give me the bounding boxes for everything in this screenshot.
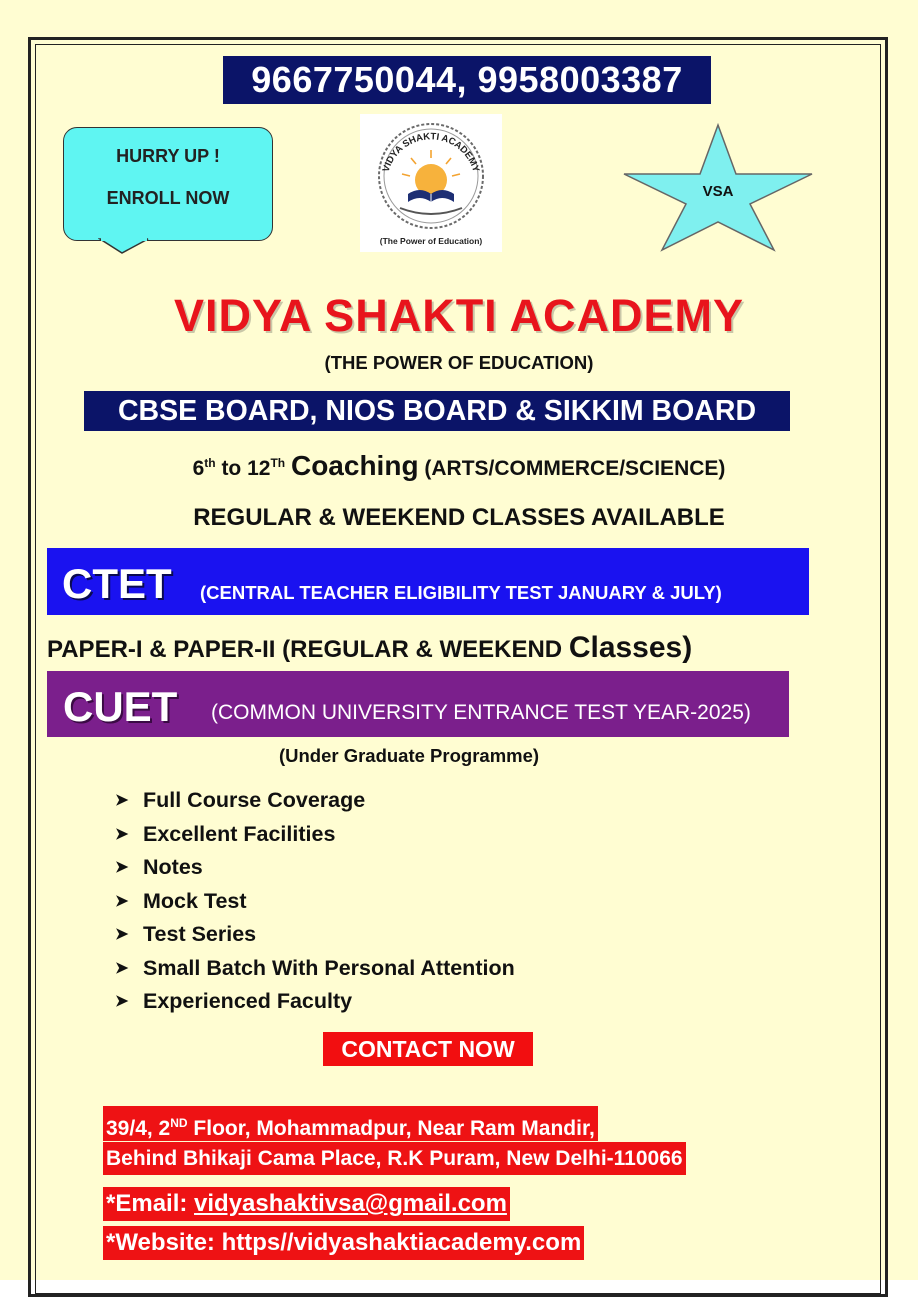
feature-label: Mock Test <box>143 888 247 913</box>
list-item <box>115 788 515 822</box>
coaching-streams: (ARTS/COMMERCE/SCIENCE) <box>424 457 726 480</box>
arrow-bullet-icon: ➤ <box>115 792 129 809</box>
hurry-up-text: HURRY UP ! <box>116 146 220 166</box>
arrow-bullet-icon: ➤ <box>115 892 129 910</box>
email-label: *Email: <box>106 1190 195 1217</box>
arrow-bullet-icon: ➤ <box>115 825 129 843</box>
email-link[interactable]: vidyashaktivsa@gmail.com <box>194 1190 507 1217</box>
feature-label: Small Batch With Personal Attention <box>143 955 515 980</box>
cuet-full-name: (COMMON UNIVERSITY ENTRANCE TEST YEAR-2025) <box>211 701 751 724</box>
list-item <box>115 822 515 856</box>
list-item <box>115 855 515 889</box>
grade-to-sup: Th <box>270 456 286 470</box>
paper-line <box>47 631 692 665</box>
academy-tagline: (THE POWER OF EDUCATION) <box>324 352 594 373</box>
logo-caption: (The Power of Education) <box>379 236 483 246</box>
arrow-bullet-icon: ➤ <box>115 926 129 943</box>
list-item <box>115 889 515 923</box>
cuet-name: CUET <box>63 683 178 730</box>
address-sup: ND <box>170 1116 188 1130</box>
features-list <box>115 788 515 1023</box>
address-line-2: Behind Bhikaji Cama Place, R.K Puram, New Delhi-110066 <box>103 1142 686 1175</box>
grade-from: 6 <box>192 457 205 480</box>
arrow-bullet-icon: ➤ <box>115 993 129 1010</box>
feature-label: Full Course Coverage <box>143 788 366 812</box>
enroll-now-text: ENROLL NOW <box>106 188 230 208</box>
address-part: 39/4, 2 <box>106 1117 171 1140</box>
grade-from-sup: th <box>204 456 216 470</box>
feature-label: Excellent Facilities <box>143 821 336 846</box>
paper-text: PAPER-I & PAPER-II (REGULAR & WEEKEND <box>47 636 563 663</box>
grade-to-word: to <box>221 457 242 480</box>
arrow-bullet-icon: ➤ <box>115 859 129 876</box>
feature-label: Experienced Faculty <box>143 989 353 1013</box>
feature-label: Test Series <box>143 922 257 946</box>
address-line-1 <box>103 1106 598 1141</box>
list-item <box>115 922 515 956</box>
website-link[interactable]: *Website: https//vidyashaktiacademy.com <box>106 1229 582 1256</box>
address-part: Floor, Mohammadpur, Near Ram Mandir, <box>187 1117 595 1140</box>
cuet-banner <box>47 671 789 737</box>
ctet-banner <box>47 548 809 615</box>
ctet-full-name: (CENTRAL TEACHER ELIGIBILITY TEST JANUARY & JULY) <box>200 582 722 603</box>
list-item <box>115 989 515 1023</box>
academy-logo <box>360 114 502 252</box>
arrow-bullet-icon: ➤ <box>115 959 129 977</box>
hurry-up-bubble <box>63 127 273 241</box>
coaching-line <box>0 450 918 482</box>
ctet-name: CTET <box>62 560 172 607</box>
website-line[interactable] <box>103 1226 584 1260</box>
bubble-tail-icon <box>98 238 158 254</box>
logo-emblem-icon <box>360 114 502 234</box>
coaching-word: Coaching <box>290 450 419 481</box>
boards-banner: CBSE BOARD, NIOS BOARD & SIKKIM BOARD <box>84 391 790 431</box>
academy-title: VIDYA SHAKTI ACADEMY <box>173 290 745 341</box>
feature-label: Notes <box>143 855 203 879</box>
list-item <box>115 956 515 990</box>
grade-to: 12 <box>247 457 271 480</box>
email-line <box>103 1187 510 1221</box>
contact-now-button[interactable]: CONTACT NOW <box>323 1032 533 1066</box>
regular-weekend-line: REGULAR & WEEKEND CLASSES AVAILABLE <box>193 504 725 531</box>
paper-classes: Classes) <box>568 631 693 664</box>
logo-arc-text: VIDYA SHAKTI ACADEMY <box>380 131 482 174</box>
star-label: VSA <box>702 183 734 200</box>
ug-programme: (Under Graduate Programme) <box>278 745 540 766</box>
phone-numbers[interactable]: 9667750044, 9958003387 <box>223 56 711 104</box>
